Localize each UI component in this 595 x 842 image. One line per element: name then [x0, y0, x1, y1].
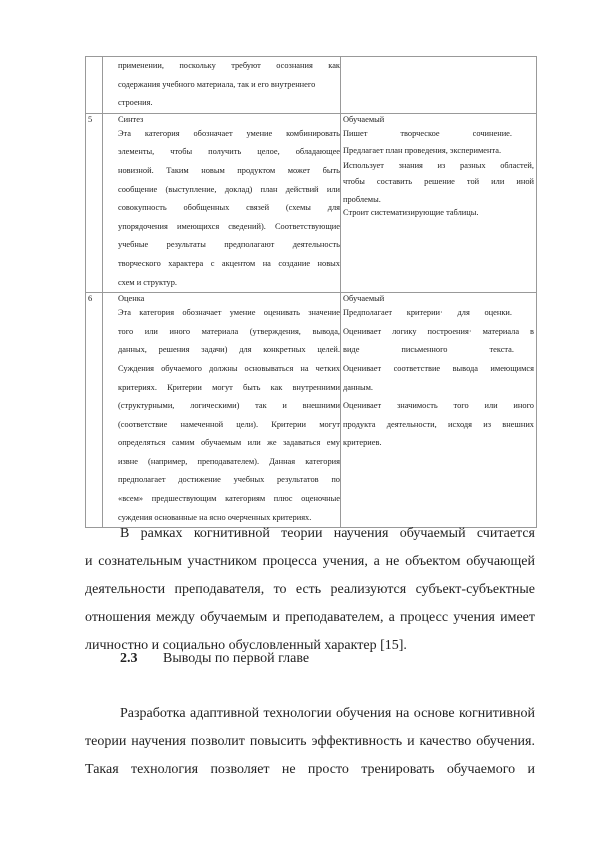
text-line: Суждения обучаемого должны основываться на четких — [118, 363, 340, 373]
text-line: чтобы составить решение той или иной — [343, 177, 534, 187]
text-line: (структурными, логическими) так и внешними — [118, 401, 340, 411]
text-line: Предполагает критерии· для оценки. — [343, 308, 512, 318]
text-line: предполагает достижение учебных результатов по — [118, 475, 340, 485]
section-heading — [120, 647, 309, 671]
text-line: извне (например, преподавателем). Данная категория — [118, 456, 340, 466]
text-line: теории научения позволит повысить эффективность и качество обучения. — [85, 734, 535, 749]
table-row — [86, 293, 537, 528]
text-line: элементы, чтобы получить целое, обладающее — [118, 147, 340, 157]
text-line: суждения основанные на ясно очерченных критериях. — [118, 512, 312, 522]
table-row — [86, 113, 537, 292]
taxonomy-table — [85, 56, 537, 528]
row-number-cell: 6 — [86, 293, 103, 528]
text-line: деятельности преподавателя, то есть реализуются субъект-субъектные — [85, 582, 535, 597]
text-line: схем и структур. — [118, 277, 177, 287]
text-line: В рамках когнитивной теории научения обучаемый считается — [120, 526, 535, 541]
text-line: проблемы. — [343, 194, 381, 204]
text-line: Эта категория обозначает умение комбинировать — [118, 128, 340, 138]
learner-heading: Обучаемый — [343, 294, 385, 304]
text-line: отношения между обучаемым и преподавателем, а процесс учения имеет — [85, 610, 535, 625]
text-line: «всем» предшествующим категориям плюс оценочные — [118, 494, 340, 504]
text-line: личностно и социально обусловленный характер [15]. — [85, 638, 407, 653]
text-line: критериев. — [343, 438, 382, 448]
text-line: Оценивает значимость того или иного — [343, 401, 534, 411]
paragraph-conclusions — [85, 700, 535, 784]
row-number-cell: 5 — [86, 113, 103, 292]
description-cell — [103, 57, 341, 114]
text-line: Предлагает план проведения, эксперимента. — [343, 146, 502, 156]
text-line: учебные результаты предполагают деятельность — [118, 240, 340, 250]
text-line: строения. — [118, 98, 153, 108]
table-row — [86, 57, 537, 114]
section-title: Выводы по первой главе — [163, 651, 310, 666]
text-line: применении, поскольку требуют осознания как — [118, 61, 340, 70]
text-line: того или иного материала (утверждения, вывода, — [118, 326, 340, 336]
text-line: продукта деятельности, исходя из внешних — [343, 419, 534, 429]
text-line: (соответствие намеченной цели). Критерии могут — [118, 419, 340, 429]
examples-cell — [341, 293, 537, 528]
text-line: творческого характера с акцентом на создание новых — [118, 258, 340, 268]
text-line: упорядочения имеющихся сведений). Соответствующие — [118, 221, 340, 231]
text-line: Оценивает соответствие вывода имеющимся — [343, 363, 534, 373]
text-line: Эта категория обозначает умение оценивать значение — [118, 308, 340, 318]
text-line: Оценивает логику построения· материала в — [343, 326, 534, 336]
text-line: Строит систематизирующие таблицы. — [343, 207, 479, 217]
paragraph-cognitive-theory — [85, 520, 535, 660]
examples-cell — [341, 57, 537, 114]
text-line: определяться самим обучаемым или же задаваться ему — [118, 438, 340, 448]
description-cell — [103, 113, 341, 292]
learner-heading: Обучаемый — [343, 114, 385, 124]
section-number: 2.3 — [120, 651, 138, 666]
text-line: совокупность обобщенных связей (схемы для — [118, 203, 340, 213]
text-line: Пишет творческое сочинение. — [343, 128, 512, 138]
description-cell — [103, 293, 341, 528]
examples-cell — [341, 113, 537, 292]
category-heading: Синтез — [118, 114, 144, 124]
text-line: новизной. Таким новым продуктом может быть — [118, 165, 340, 175]
category-heading: Оценка — [118, 294, 145, 304]
text-line: Такая технология позволяет не просто тренировать обучаемого и — [85, 762, 535, 777]
text-line: содержания учебного материала, так и его внутреннего — [118, 79, 316, 89]
row-number-cell — [86, 57, 103, 114]
text-line: Разработка адаптивной технологии обучения на основе когнитивной — [120, 706, 535, 721]
text-line: критериях. Критерии могут быть как внутренними — [118, 382, 340, 392]
text-line: данных, решения задачи) для конкретных целей. — [118, 345, 340, 355]
text-line: сообщение (выступление, доклад) план действий или — [118, 184, 340, 194]
text-line: и сознательным участником процесса учения, а не объектом обучающей — [85, 554, 535, 569]
text-line: Использует знания из разных областей, — [343, 161, 534, 171]
text-line: виде письменного текста. — [343, 345, 514, 355]
text-line: данным. — [343, 382, 373, 392]
